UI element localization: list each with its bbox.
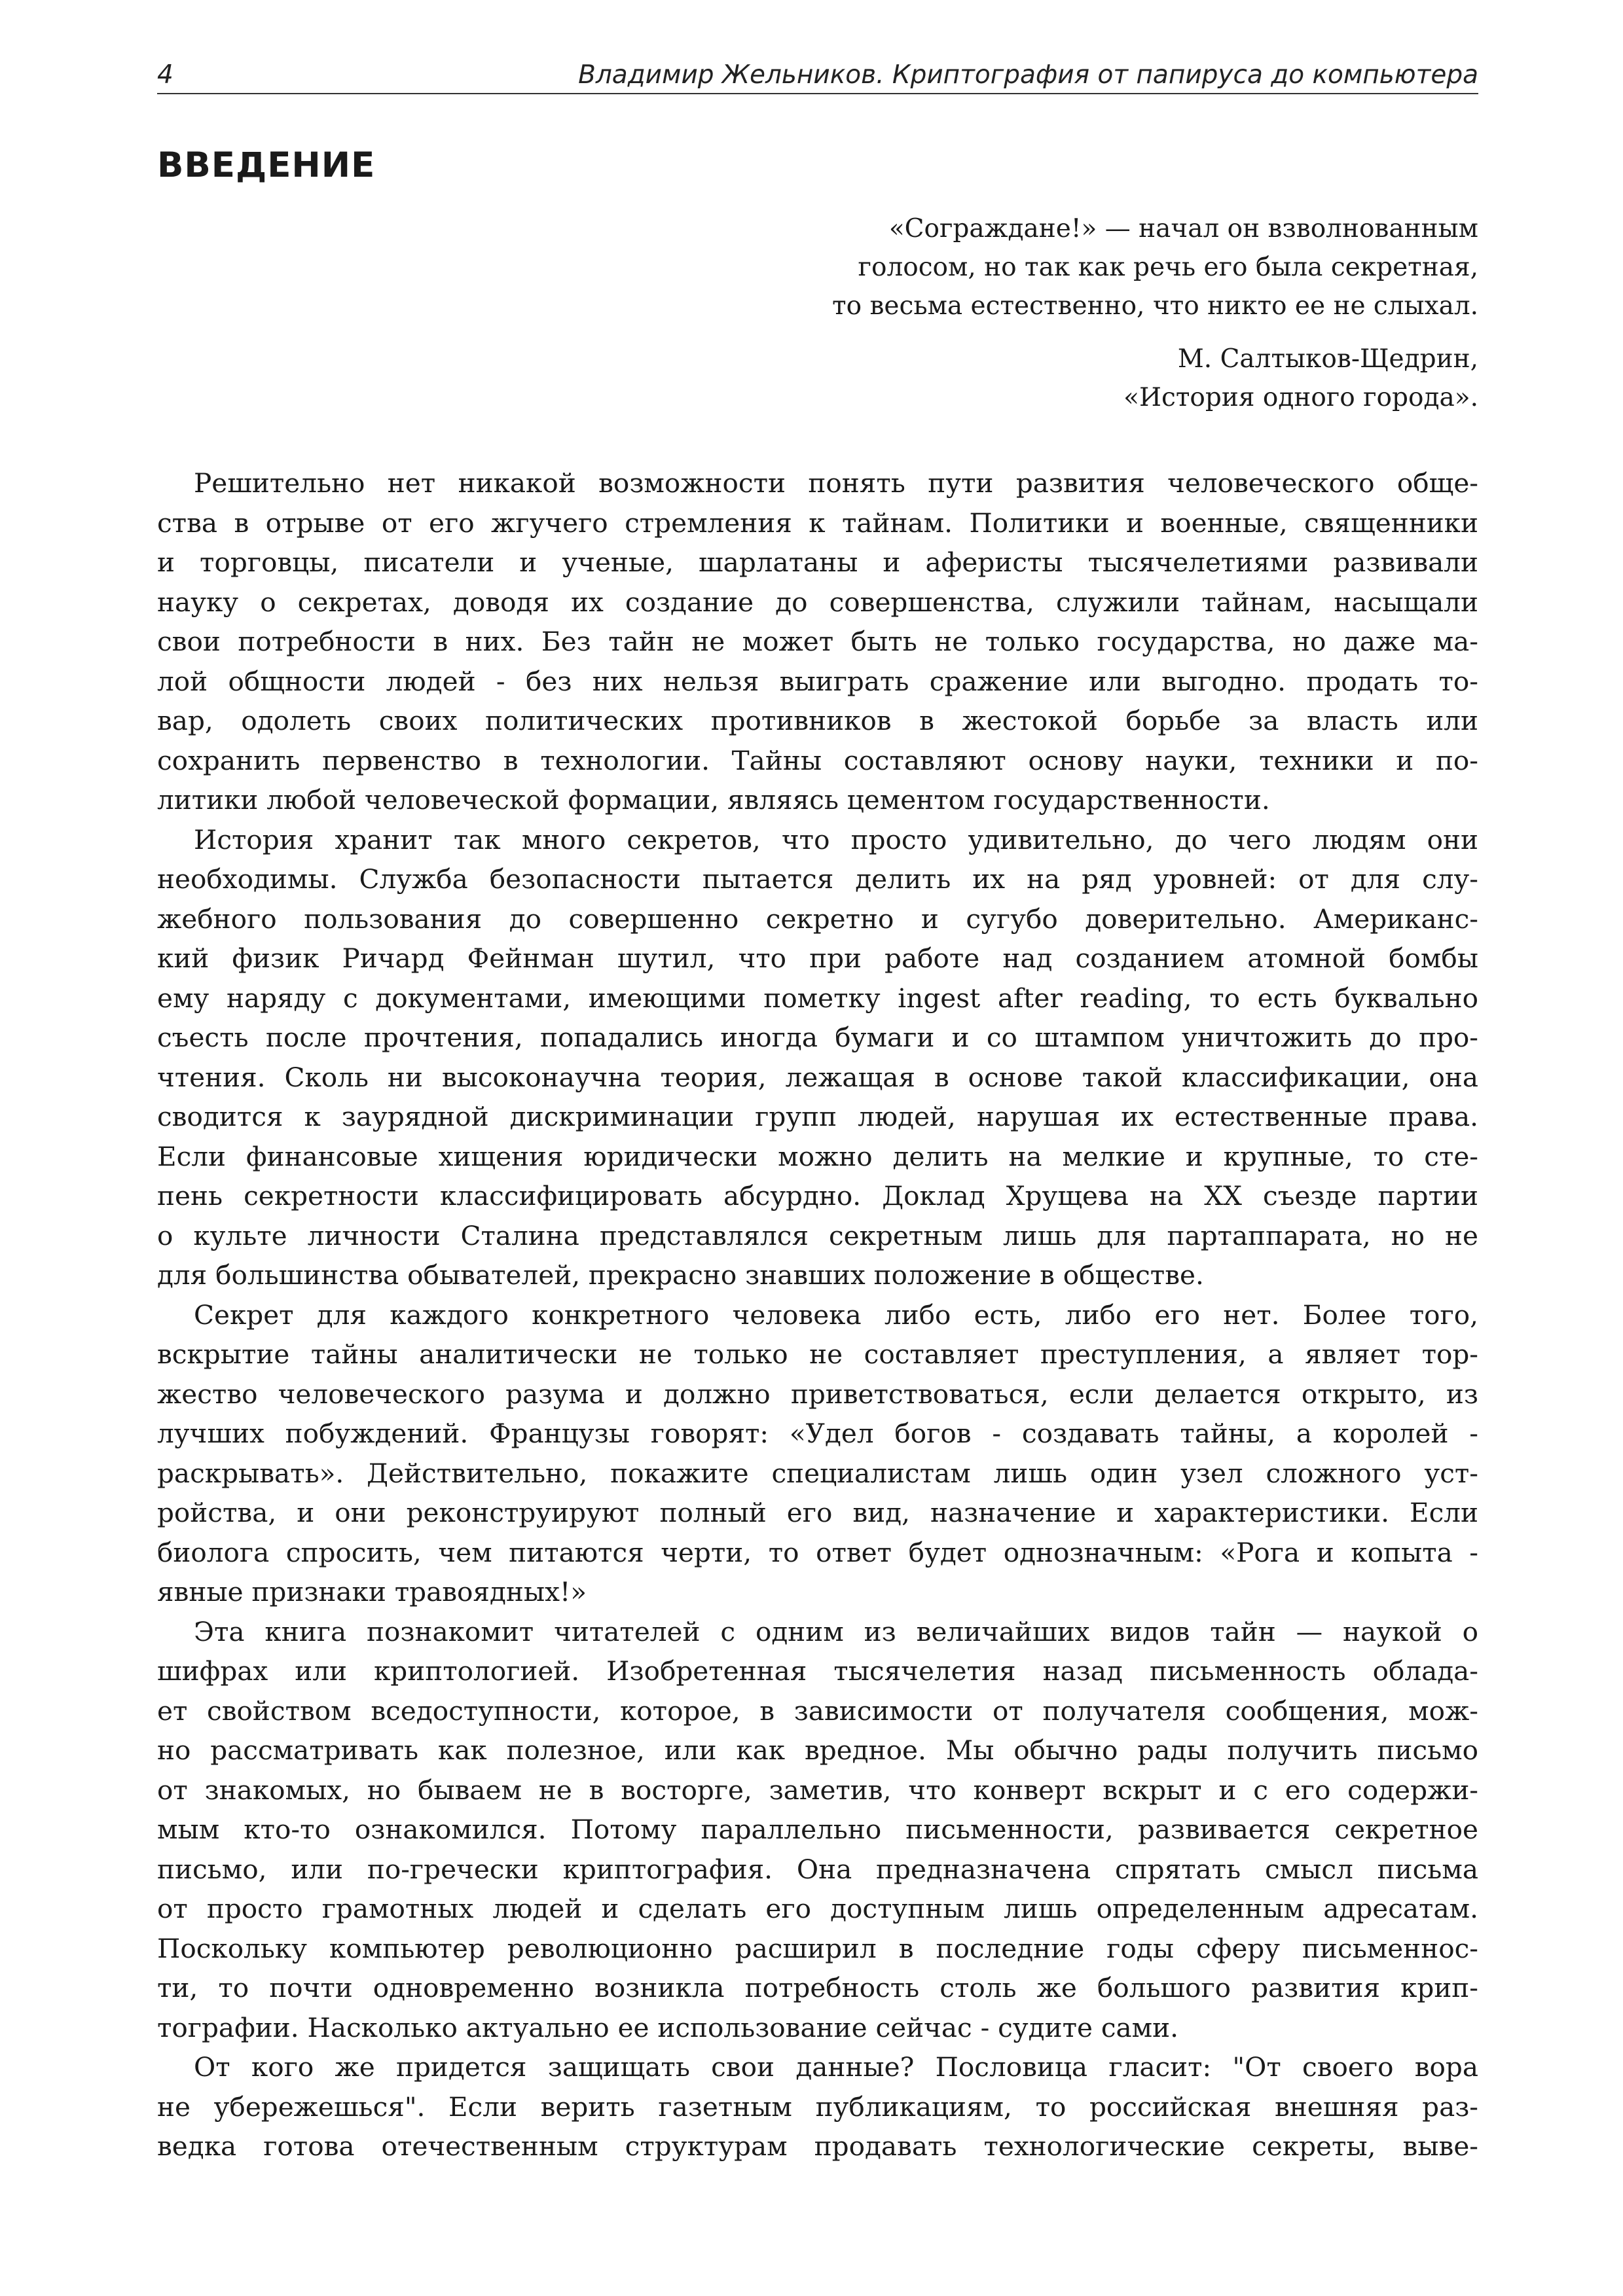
text-line: Решительно нет никакой возможности понять пути развития человеческого обще-: [194, 467, 1478, 499]
text-line: ройства, и они реконструируют полный его вид, назначение и характеристики. Если: [157, 1497, 1478, 1528]
paragraph: [157, 2047, 1478, 2166]
running-title: Владимир Жельников. Криптография от папируса до компьютера: [578, 60, 1478, 90]
text-line: но рассматривать как полезное, или как вредное. Мы обычно рады получить письмо: [157, 1734, 1478, 1766]
text-line: От кого же придется защищать свои данные? Пословица гласит: "От своего вора: [194, 2051, 1478, 2083]
text-line: лой общности людей - без них нельзя выиграть сражение или выгодно. продать то-: [157, 665, 1478, 697]
text-line: от знакомых, но бываем не в восторге, заметив, что конверт вскрыт и с его содержи-: [157, 1774, 1478, 1806]
page-number: 4: [157, 60, 173, 90]
epigraph-attribution: [627, 340, 1478, 417]
text-line: чтения. Сколь ни высоконаучна теория, лежащая в основе такой классификации, она: [157, 1061, 1478, 1093]
text-line: биолога спросить, чем питаются черти, то ответ будет однозначным: «Рога и копыта -: [157, 1536, 1478, 1568]
attribution-source: «История одного города».: [1123, 383, 1478, 412]
text-line: жебного пользования до совершенно секретно и сугубо доверительно. Американс-: [157, 903, 1478, 935]
text-line: науку о секретах, доводя их создание до совершенства, служили тайнам, насыщали: [157, 586, 1478, 618]
paragraph: [157, 1612, 1478, 2048]
text-line: Эта книга познакомит читателей с одним из величайших видов тайн — наукой о: [194, 1615, 1478, 1647]
text-line: для большинства обывателей, прекрасно знавших положение в обществе.: [157, 1259, 1204, 1291]
text-line: сводится к заурядной дискриминации групп людей, нарушая их естественные права.: [157, 1101, 1478, 1132]
text-line: ти, то почти одновременно возникла потребность столь же большого развития крип-: [157, 1972, 1478, 2003]
text-line: ведка готова отечественным структурам продавать технологические секреты, выве-: [157, 2130, 1478, 2162]
text-line: ет свойством вседоступности, которое, в зависимости от получателя сообщения, мож-: [157, 1695, 1478, 1727]
text-line: лучших побуждений. Французы говорят: «Удел богов - создавать тайны, а королей -: [157, 1418, 1478, 1449]
text-line: от просто грамотных людей и сделать его доступным лишь определенным адресатам.: [157, 1893, 1478, 1924]
text-line: История хранит так много секретов, что просто удивительно, до чего людям они: [194, 823, 1478, 855]
text-line: Если финансовые хищения юридически можно делить на мелкие и крупные, то сте-: [157, 1140, 1478, 1172]
text-line: ему наряду с документами, имеющими пометку ingest after reading, то есть буквально: [157, 982, 1478, 1014]
attribution-author: М. Салтыков-Щедрин,: [1177, 344, 1478, 374]
body-text: [157, 463, 1478, 2166]
text-line: тографии. Насколько актуально ее использование сейчас - судите сами.: [157, 2011, 1179, 2043]
running-head: [157, 58, 1478, 94]
text-line: Поскольку компьютер революционно расширил в последние годы сферу письменнос-: [157, 1932, 1478, 1964]
text-line: вар, одолеть своих политических противников в жестокой борьбе за власть или: [157, 705, 1478, 736]
paragraph: [157, 820, 1478, 1295]
epigraph-line: то весьма естественно, что никто ее не слыхал.: [832, 291, 1478, 321]
text-line: кий физик Ричард Фейнман шутил, что при работе над созданием атомной бомбы: [157, 942, 1478, 974]
text-line: жество человеческого разума и должно приветствоваться, если делается открыто, из: [157, 1378, 1478, 1410]
paragraph: [157, 1295, 1478, 1612]
text-line: шифрах или криптологией. Изобретенная тысячелетия назад письменность облада-: [157, 1655, 1478, 1687]
text-line: письмо, или по-гречески криптография. Она предназначена спрятать смысл письма: [157, 1853, 1478, 1885]
text-line: и торговцы, писатели и ученые, шарлатаны и аферисты тысячелетиями развивали: [157, 547, 1478, 578]
text-line: вскрытие тайны аналитически не только не составляет преступления, а являет тор-: [157, 1338, 1478, 1370]
text-line: мым кто-то ознакомился. Потому параллельно письменности, развивается секретное: [157, 1814, 1478, 1845]
epigraph: [627, 209, 1478, 417]
text-line: явные признаки травоядных!»: [157, 1576, 587, 1607]
text-line: Секрет для каждого конкретного человека либо есть, либо его нет. Более того,: [194, 1299, 1478, 1331]
section-title: ВВЕДЕНИЕ: [157, 145, 376, 185]
text-line: пень секретности классифицировать абсурдно. Доклад Хрущева на XX съезде партии: [157, 1180, 1478, 1211]
epigraph-line: голосом, но так как речь его была секретная,: [858, 253, 1478, 282]
epigraph-quote: [627, 209, 1478, 325]
text-line: съесть после прочтения, попадались иногда бумаги и со штампом уничтожить до про-: [157, 1022, 1478, 1053]
epigraph-line: «Сограждане!» — начал он взволнованным: [888, 214, 1478, 243]
book-page: [157, 0, 1478, 2296]
text-line: ства в отрыве от его жгучего стремления к тайнам. Политики и военные, священники: [157, 507, 1478, 539]
paragraph: [157, 463, 1478, 820]
text-line: раскрывать». Действительно, покажите специалистам лишь один узел сложного уст-: [157, 1457, 1478, 1489]
text-line: необходимы. Служба безопасности пытается делить их на ряд уровней: от для слу-: [157, 863, 1478, 895]
text-line: сохранить первенство в технологии. Тайны составляют основу науки, техники и по-: [157, 744, 1478, 776]
text-line: свои потребности в них. Без тайн не может быть не только государства, но даже ма-: [157, 626, 1478, 657]
text-line: о культе личности Сталина представлялся секретным лишь для партаппарата, но не: [157, 1219, 1478, 1251]
text-line: литики любой человеческой формации, являясь цементом государственности.: [157, 784, 1270, 816]
text-line: не убережешься". Если верить газетным публикациям, то российская внешняя раз-: [157, 2090, 1478, 2123]
